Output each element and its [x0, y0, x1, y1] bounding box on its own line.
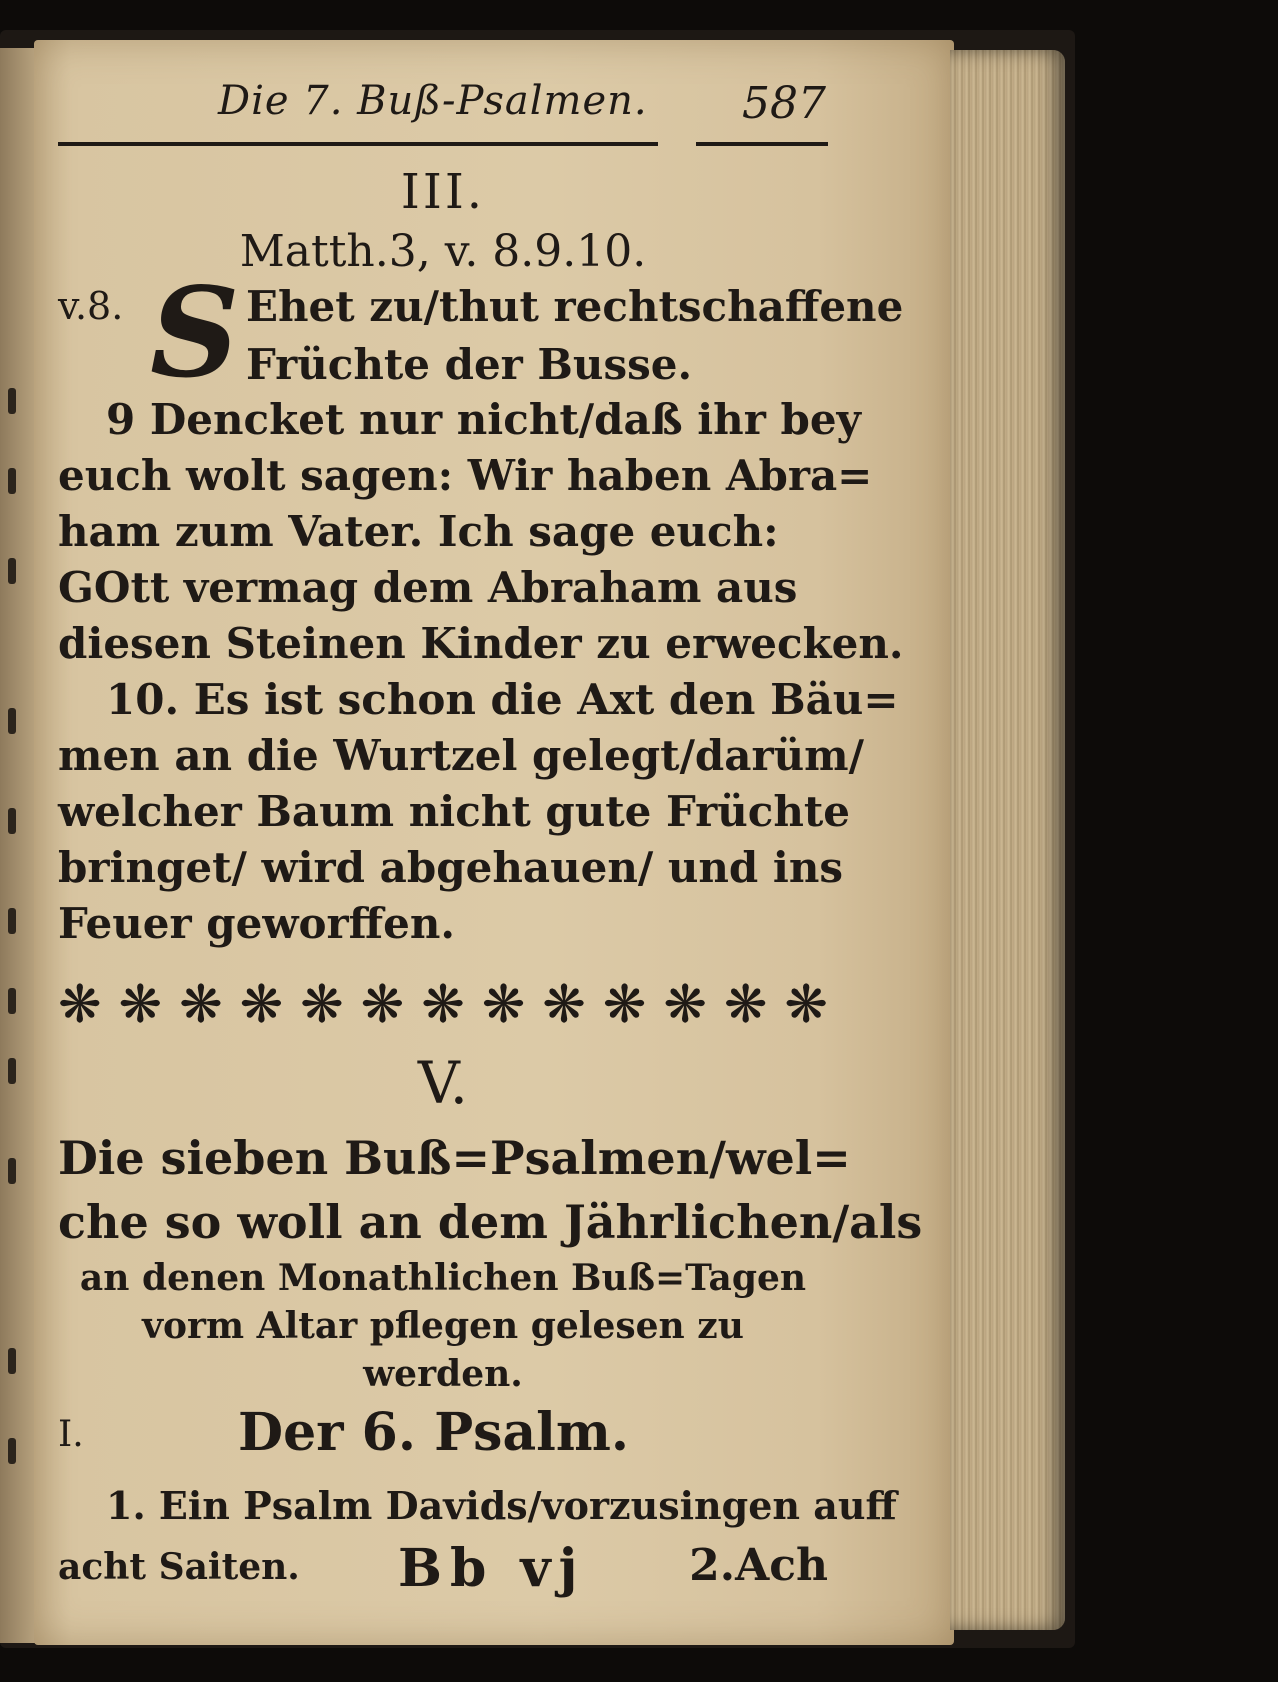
psalm-index: I.	[58, 1414, 84, 1455]
verse-body	[58, 392, 904, 952]
section-numeral-iii: III.	[400, 164, 486, 220]
header-rule-right	[696, 142, 828, 146]
page-footer	[58, 1538, 828, 1608]
catchword: 2.Ach	[689, 1540, 828, 1591]
ornament-flower-icon: ❋	[542, 975, 586, 1035]
decorated-initial: S	[150, 261, 240, 406]
text-line: acht Saiten.	[58, 1546, 300, 1588]
text-line: bringet/ wird abgehauen/ und ins	[58, 843, 844, 892]
text-line: men an die Wurtzel gelegt/darüm/	[58, 731, 864, 780]
text-line: Feuer geworffen.	[58, 899, 455, 948]
ornament-flower-icon: ❋	[421, 975, 465, 1035]
page-text	[58, 70, 923, 1608]
verse-label: v.8.	[58, 284, 124, 328]
ornament-flower-icon: ❋	[723, 975, 768, 1035]
text-line: diesen Steinen Kinder zu erwecken.	[58, 619, 904, 668]
verse-8-line-1: Ehet zu/thut rechtschaffene	[246, 282, 904, 331]
signature-mark: Bb vj	[398, 1538, 586, 1599]
psalm-verse	[58, 1478, 897, 1534]
verse-8-head	[58, 261, 904, 406]
subheading-line-2: vorm Altar pflegen gelesen zu	[142, 1305, 744, 1347]
ornament-flower-icon: ❋	[239, 975, 284, 1035]
ornament-flower-icon: ❋	[602, 975, 647, 1035]
page-edges	[950, 50, 1065, 1630]
previous-page-text-fragments	[8, 48, 28, 1643]
psalm-title: Der 6. Psalm.	[238, 1402, 630, 1463]
psalm-heading	[58, 1402, 828, 1478]
text-line: ham zum Vater. Ich sage euch:	[58, 507, 779, 556]
ornament-flower-icon: ❋	[58, 975, 102, 1035]
text-line: GOtt vermag dem Abraham aus	[58, 563, 798, 612]
ornament-flower-icon: ❋	[360, 975, 405, 1035]
heading-line-2: che so woll an dem Jährlichen/als	[58, 1195, 923, 1249]
scripture-reference: Matth.3, v. 8.9.10.	[239, 226, 647, 277]
ornament-flower-icon: ❋	[118, 975, 163, 1035]
subheading-line-1: an denen Monathlichen Buß=Tagen	[79, 1257, 807, 1299]
page-number: 587	[742, 78, 826, 129]
ornament-flower-icon: ❋	[179, 975, 223, 1035]
running-head-title: Die 7. Buß-Psalmen.	[218, 78, 648, 124]
ornament-flower-icon: ❋	[481, 975, 526, 1035]
heading-line-1: Die sieben Buß=Psalmen/wel=	[58, 1131, 851, 1185]
text-line: 9 Dencket nur nicht/daß ihr bey	[106, 395, 861, 444]
header-rule-left	[58, 142, 658, 146]
text-line: 10. Es ist schon die Axt den Bäu=	[106, 675, 899, 724]
ornament-flower-icon: ❋	[784, 975, 828, 1035]
subheading-line-3: werden.	[363, 1353, 523, 1395]
ornament-flower-icon: ❋	[300, 975, 344, 1035]
section-numeral-v: V.	[417, 1049, 469, 1117]
ornament-divider	[58, 976, 828, 1034]
text-line: welcher Baum nicht gute Früchte	[58, 787, 850, 836]
ornament-flower-icon: ❋	[663, 975, 707, 1035]
running-head	[58, 70, 828, 160]
text-line: 1. Ein Psalm Davids/vorzusingen auff	[106, 1483, 897, 1528]
text-line: euch wolt sagen: Wir haben Abra=	[58, 451, 873, 500]
verse-8-line-2: Früchte der Busse.	[246, 340, 693, 389]
